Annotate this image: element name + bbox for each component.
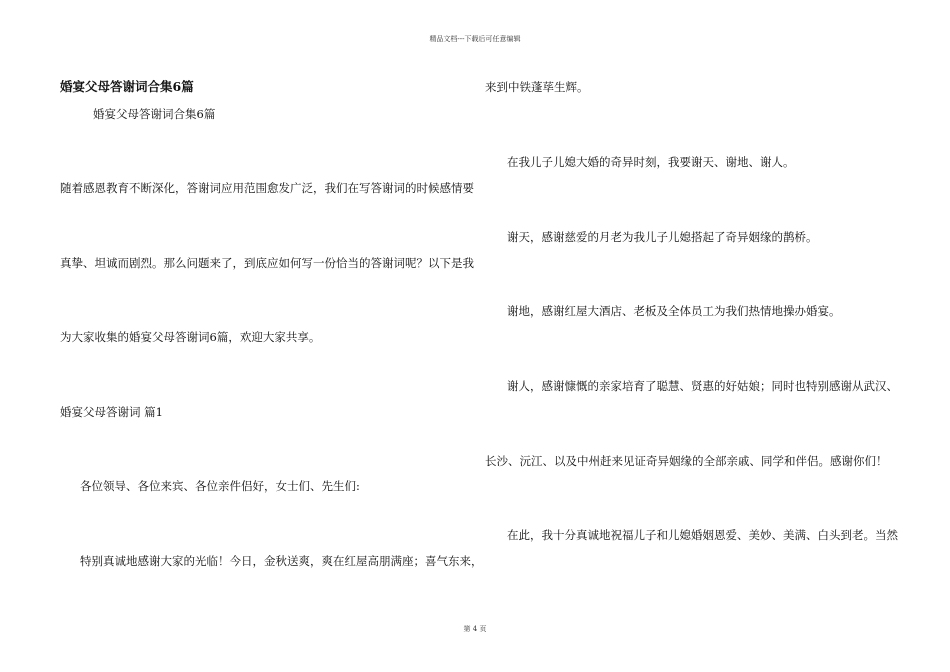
paragraph-line: 谢地，感谢红屋大酒店、老板及全体员工为我们热情地操办婚宴。 (507, 304, 841, 318)
page-footer: 第 4 页 (463, 625, 487, 633)
paragraph-line: 特别真诚地感谢大家的光临！今日，金秋送爽，爽在红屋高朋满座；喜气东来， (80, 554, 483, 568)
greeting-line: 各位领导、各位来宾、各位亲件侣好，女士们、先生们: (80, 479, 360, 493)
document-subtitle: 婚宴父母答谢词合集6篇 (93, 107, 216, 121)
paragraph-line: 谢人，感谢慷慨的亲家培育了聪慧、贤惠的好姑娘；同时也特别感谢从武汉、 (507, 379, 898, 393)
paragraph-line: 长沙、沅江、以及中州赶来见证奇异姻缘的全部亲戚、同学和伴侣。感谢你们！ (485, 454, 888, 468)
paragraph-line: 谢天，感谢慈爱的月老为我儿子儿媳搭起了奇异姻缘的鹊桥。 (507, 230, 818, 244)
paragraph-line: 在我儿子儿媳大婚的奇异时刻，我要谢天、谢地、谢人。 (507, 155, 795, 169)
intro-line-3: 为大家收集的婚宴父母答谢词6篇，欢迎大家共享。 (60, 330, 321, 344)
intro-line-1: 随着感恩教育不断深化，答谢词应用范围愈发广泛，我们在写答谢词的时候感情要 (60, 181, 474, 195)
section-heading: 婚宴父母答谢词 篇1 (60, 405, 163, 419)
page-header: 精品文档---下载后可任意编辑 (429, 35, 521, 43)
paragraph-line: 来到中铁蓬荜生辉。 (485, 80, 589, 94)
document-title: 婚宴父母答谢词合集6篇 (60, 79, 194, 94)
paragraph-line: 在此，我十分真诚地祝福儿子和儿媳婚姻恩爱、美妙、美满、白头到老。当然 (507, 528, 898, 542)
intro-line-2: 真挚、坦诚而剧烈。那么问题来了，到底应如何写一份恰当的答谢词呢？以下是我 (60, 256, 474, 270)
